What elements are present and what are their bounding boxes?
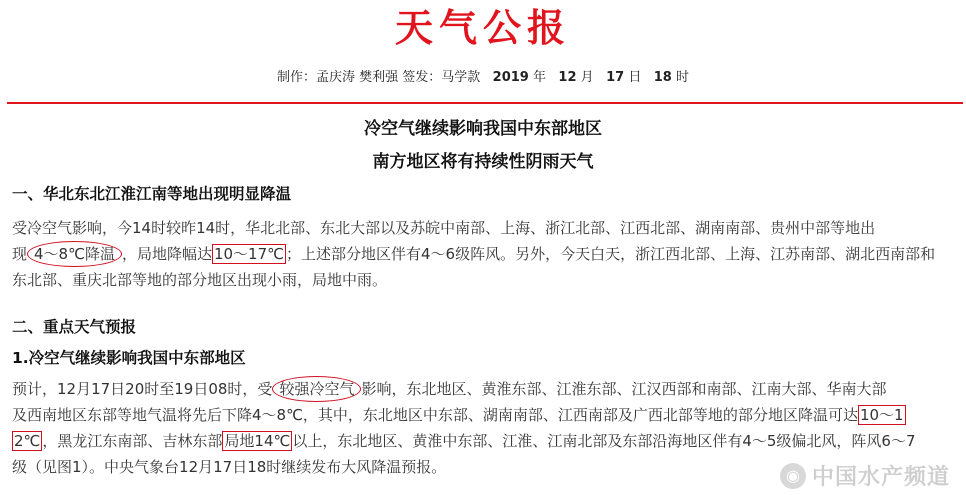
byline-month: 12 [558,70,577,85]
highlight-ellipse: 4～8℃降温 [27,241,122,267]
highlight-box: 局地14℃ [224,432,291,450]
section2-line-1 [12,376,962,402]
text-segment: ，黑龙江东南部、吉林东部 [42,432,223,450]
watermark [780,460,950,491]
section1-paragraph [12,215,962,293]
byline-day-unit: 日 [628,70,642,85]
bulletin-title: 天气公报 [394,6,571,50]
byline-day: 17 [606,70,625,85]
highlight-box: 10～1 [859,406,904,424]
section2-line-4: 级（见图1）。中央气象台12月17日18时继续发布大风降温预报。 [12,458,447,476]
section2-heading: 二、重点天气预报 [12,318,137,336]
byline-authors: 制作：孟庆涛 樊利强 签发：马学款 [277,70,481,85]
byline [0,68,966,88]
text-segment: ；上述部分地区伴有4～6级阵风。另外，今天白天，浙江西北部、上海、江苏南部、湖北西南部和 [286,245,936,263]
byline-year-unit: 年 [533,70,547,85]
byline-hour-unit: 时 [675,70,689,85]
section2-line-2 [12,402,962,428]
section1-line-1: 受冷空气影响，今14时较昨14时，华北北部、东北大部以及苏皖中南部、上海、浙江北部、江西北部、湖南南部、贵州中部等地出 [12,219,876,237]
text-segment: 现 [12,245,28,263]
text-segment: ，局地降幅达 [121,245,212,263]
headline-2: 南方地区将有持续性阴雨天气 [372,152,594,172]
byline-year: 2019 [492,70,529,85]
byline-month-unit: 月 [580,70,594,85]
section2-subheading: 1.冷空气继续影响我国中东部地区 [12,349,246,367]
section1-line-3: 东北部、重庆北部等地的部分地区出现小雨，局地中雨。 [12,271,388,289]
highlight-box: 10～17℃ [213,245,284,263]
text-segment: 及西南地区东部等地气温将先后下降4～8℃，其中，东北地区中东部、湖南南部、江西南部及广西北部等地的部分地区降温可达 [12,406,858,424]
text-segment: 以上，东北地区、黄淮中东部、江淮、江南北部及东部沿海地区伴有4～5级偏北风，阵风6～7 [292,432,916,450]
section2-line-3 [12,428,962,454]
watermark-text: 中国水产频道 [811,465,950,490]
section1-line-2 [12,241,962,267]
section1-heading: 一、华北东北江淮江南等地出现明显降温 [12,185,292,203]
highlight-box: 2℃ [14,432,41,450]
byline-hour: 18 [653,70,672,85]
header-divider [7,102,963,104]
text-segment: 影响，东北地区、黄淮东部、江淮东部、江汉西部和南部、江南大部、华南大部 [361,380,887,398]
fish-logo-icon: ◉ [780,463,806,489]
headline-1: 冷空气继续影响我国中东部地区 [364,119,602,139]
highlight-ellipse: 较强冷空气 [272,376,361,402]
text-segment: 预计，12月17日20时至19日08时，受 [12,380,273,398]
